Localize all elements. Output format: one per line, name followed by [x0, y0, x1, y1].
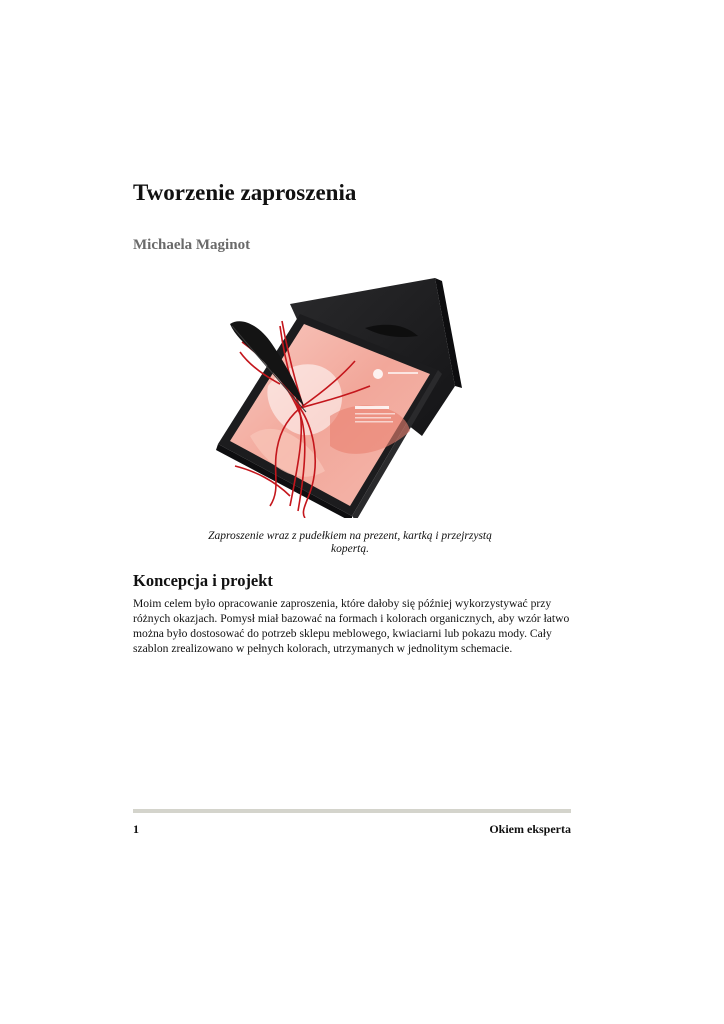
page-number: 1 [133, 822, 139, 836]
invitation-box-illustration [180, 266, 520, 518]
document-title: Tworzenie zaproszenia [133, 180, 357, 205]
figure-caption: Zaproszenie wraz z pudełkiem na prezent, kartką i przejrzystą kopertą. [208, 530, 492, 555]
section-heading: Koncepcja i projekt [133, 571, 273, 590]
invitation-photo [180, 266, 520, 518]
author-name: Michaela Maginot [133, 237, 251, 253]
footer-rule [133, 809, 571, 813]
running-title: Okiem eksperta [489, 822, 571, 836]
section-paragraph: Moim celem było opracowanie zaproszenia, które dałoby się później wykorzystywać przy różnych okazjach. Pomysł miał bazować na formach i kolorach organicznych, aby wzór łatwo można było dostosować do potrzeb sklepu meblowego, kwiaciarni lub pokazu mody. Cały szablon zrealizowano w pełnych kolorach, utrzymanych w jednolitym schemacie. [133, 597, 570, 655]
